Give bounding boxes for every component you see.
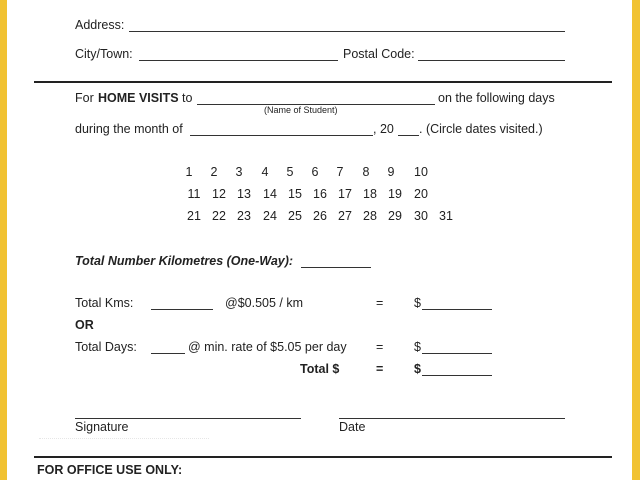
year-prefix: , 20 <box>373 122 394 136</box>
watermark-strip <box>39 430 209 439</box>
equals-sign: = <box>376 362 384 376</box>
day-5[interactable]: 5 <box>286 165 294 179</box>
month-label: during the month of <box>75 122 183 136</box>
equals-sign: = <box>376 296 384 310</box>
day-30[interactable]: 30 <box>414 209 428 223</box>
day-27[interactable]: 27 <box>338 209 352 223</box>
city-field[interactable] <box>139 60 338 61</box>
or-label: OR <box>75 318 94 332</box>
day-25[interactable]: 25 <box>288 209 302 223</box>
postal-code-field[interactable] <box>418 60 565 61</box>
following-days-label: on the following days <box>438 91 555 105</box>
days-amount-field[interactable] <box>422 353 492 354</box>
circle-dates-note: . (Circle dates visited.) <box>419 122 543 136</box>
total-kms-field[interactable] <box>151 309 213 310</box>
total-dollar-label: Total $ <box>300 362 340 376</box>
section-divider <box>34 81 612 83</box>
dollar-sign: $ <box>414 340 421 354</box>
day-18[interactable]: 18 <box>363 187 377 201</box>
day-29[interactable]: 29 <box>388 209 402 223</box>
total-km-one-way-field[interactable] <box>301 267 371 268</box>
total-days-field[interactable] <box>151 353 185 354</box>
day-19[interactable]: 19 <box>388 187 402 201</box>
day-17[interactable]: 17 <box>338 187 352 201</box>
day-20[interactable]: 20 <box>414 187 428 201</box>
office-divider <box>34 456 612 458</box>
day-13[interactable]: 13 <box>237 187 251 201</box>
day-4[interactable]: 4 <box>261 165 269 179</box>
date-field[interactable] <box>339 418 565 419</box>
day-28[interactable]: 28 <box>363 209 377 223</box>
day-3[interactable]: 3 <box>235 165 243 179</box>
day-11[interactable]: 11 <box>187 187 201 201</box>
kms-amount-field[interactable] <box>422 309 492 310</box>
day-6[interactable]: 6 <box>311 165 319 179</box>
date-label: Date <box>339 420 366 434</box>
day-31[interactable]: 31 <box>439 209 453 223</box>
day-1[interactable]: 1 <box>185 165 193 179</box>
total-days-label: Total Days: <box>75 340 137 354</box>
day-15[interactable]: 15 <box>288 187 302 201</box>
day-23[interactable]: 23 <box>237 209 251 223</box>
office-use-label: FOR OFFICE USE ONLY: <box>37 463 183 477</box>
day-24[interactable]: 24 <box>263 209 277 223</box>
day-14[interactable]: 14 <box>263 187 277 201</box>
reimbursement-form-page <box>7 0 632 480</box>
day-8[interactable]: 8 <box>362 165 370 179</box>
dollar-sign: $ <box>414 296 421 310</box>
dollar-sign: $ <box>414 362 421 376</box>
day-12[interactable]: 12 <box>212 187 226 201</box>
total-amount-field[interactable] <box>422 375 492 376</box>
day-7[interactable]: 7 <box>336 165 344 179</box>
address-label: Address: <box>75 18 125 32</box>
equals-sign: = <box>376 340 384 354</box>
address-field[interactable] <box>129 31 565 32</box>
year-field[interactable] <box>398 135 419 136</box>
to-label: to <box>182 91 193 105</box>
day-16[interactable]: 16 <box>313 187 327 201</box>
signature-label: Signature <box>75 420 129 434</box>
total-kms-label: Total Kms: <box>75 296 134 310</box>
home-visits-label: HOME VISITS <box>98 91 179 105</box>
rate-per-km-label: @$0.505 / km <box>225 296 304 310</box>
day-9[interactable]: 9 <box>387 165 395 179</box>
day-10[interactable]: 10 <box>414 165 428 179</box>
student-name-caption: (Name of Student) <box>264 105 338 115</box>
month-field[interactable] <box>190 135 373 136</box>
min-rate-label: @ min. rate of $5.05 per day <box>188 340 347 354</box>
day-22[interactable]: 22 <box>212 209 226 223</box>
day-21[interactable]: 21 <box>187 209 201 223</box>
total-km-one-way-label: Total Number Kilometres (One-Way): <box>75 254 294 268</box>
signature-field[interactable] <box>75 418 301 419</box>
for-label: For <box>75 91 94 105</box>
city-label: City/Town: <box>75 47 133 61</box>
day-26[interactable]: 26 <box>313 209 327 223</box>
postal-code-label: Postal Code: <box>343 47 415 61</box>
day-2[interactable]: 2 <box>210 165 218 179</box>
